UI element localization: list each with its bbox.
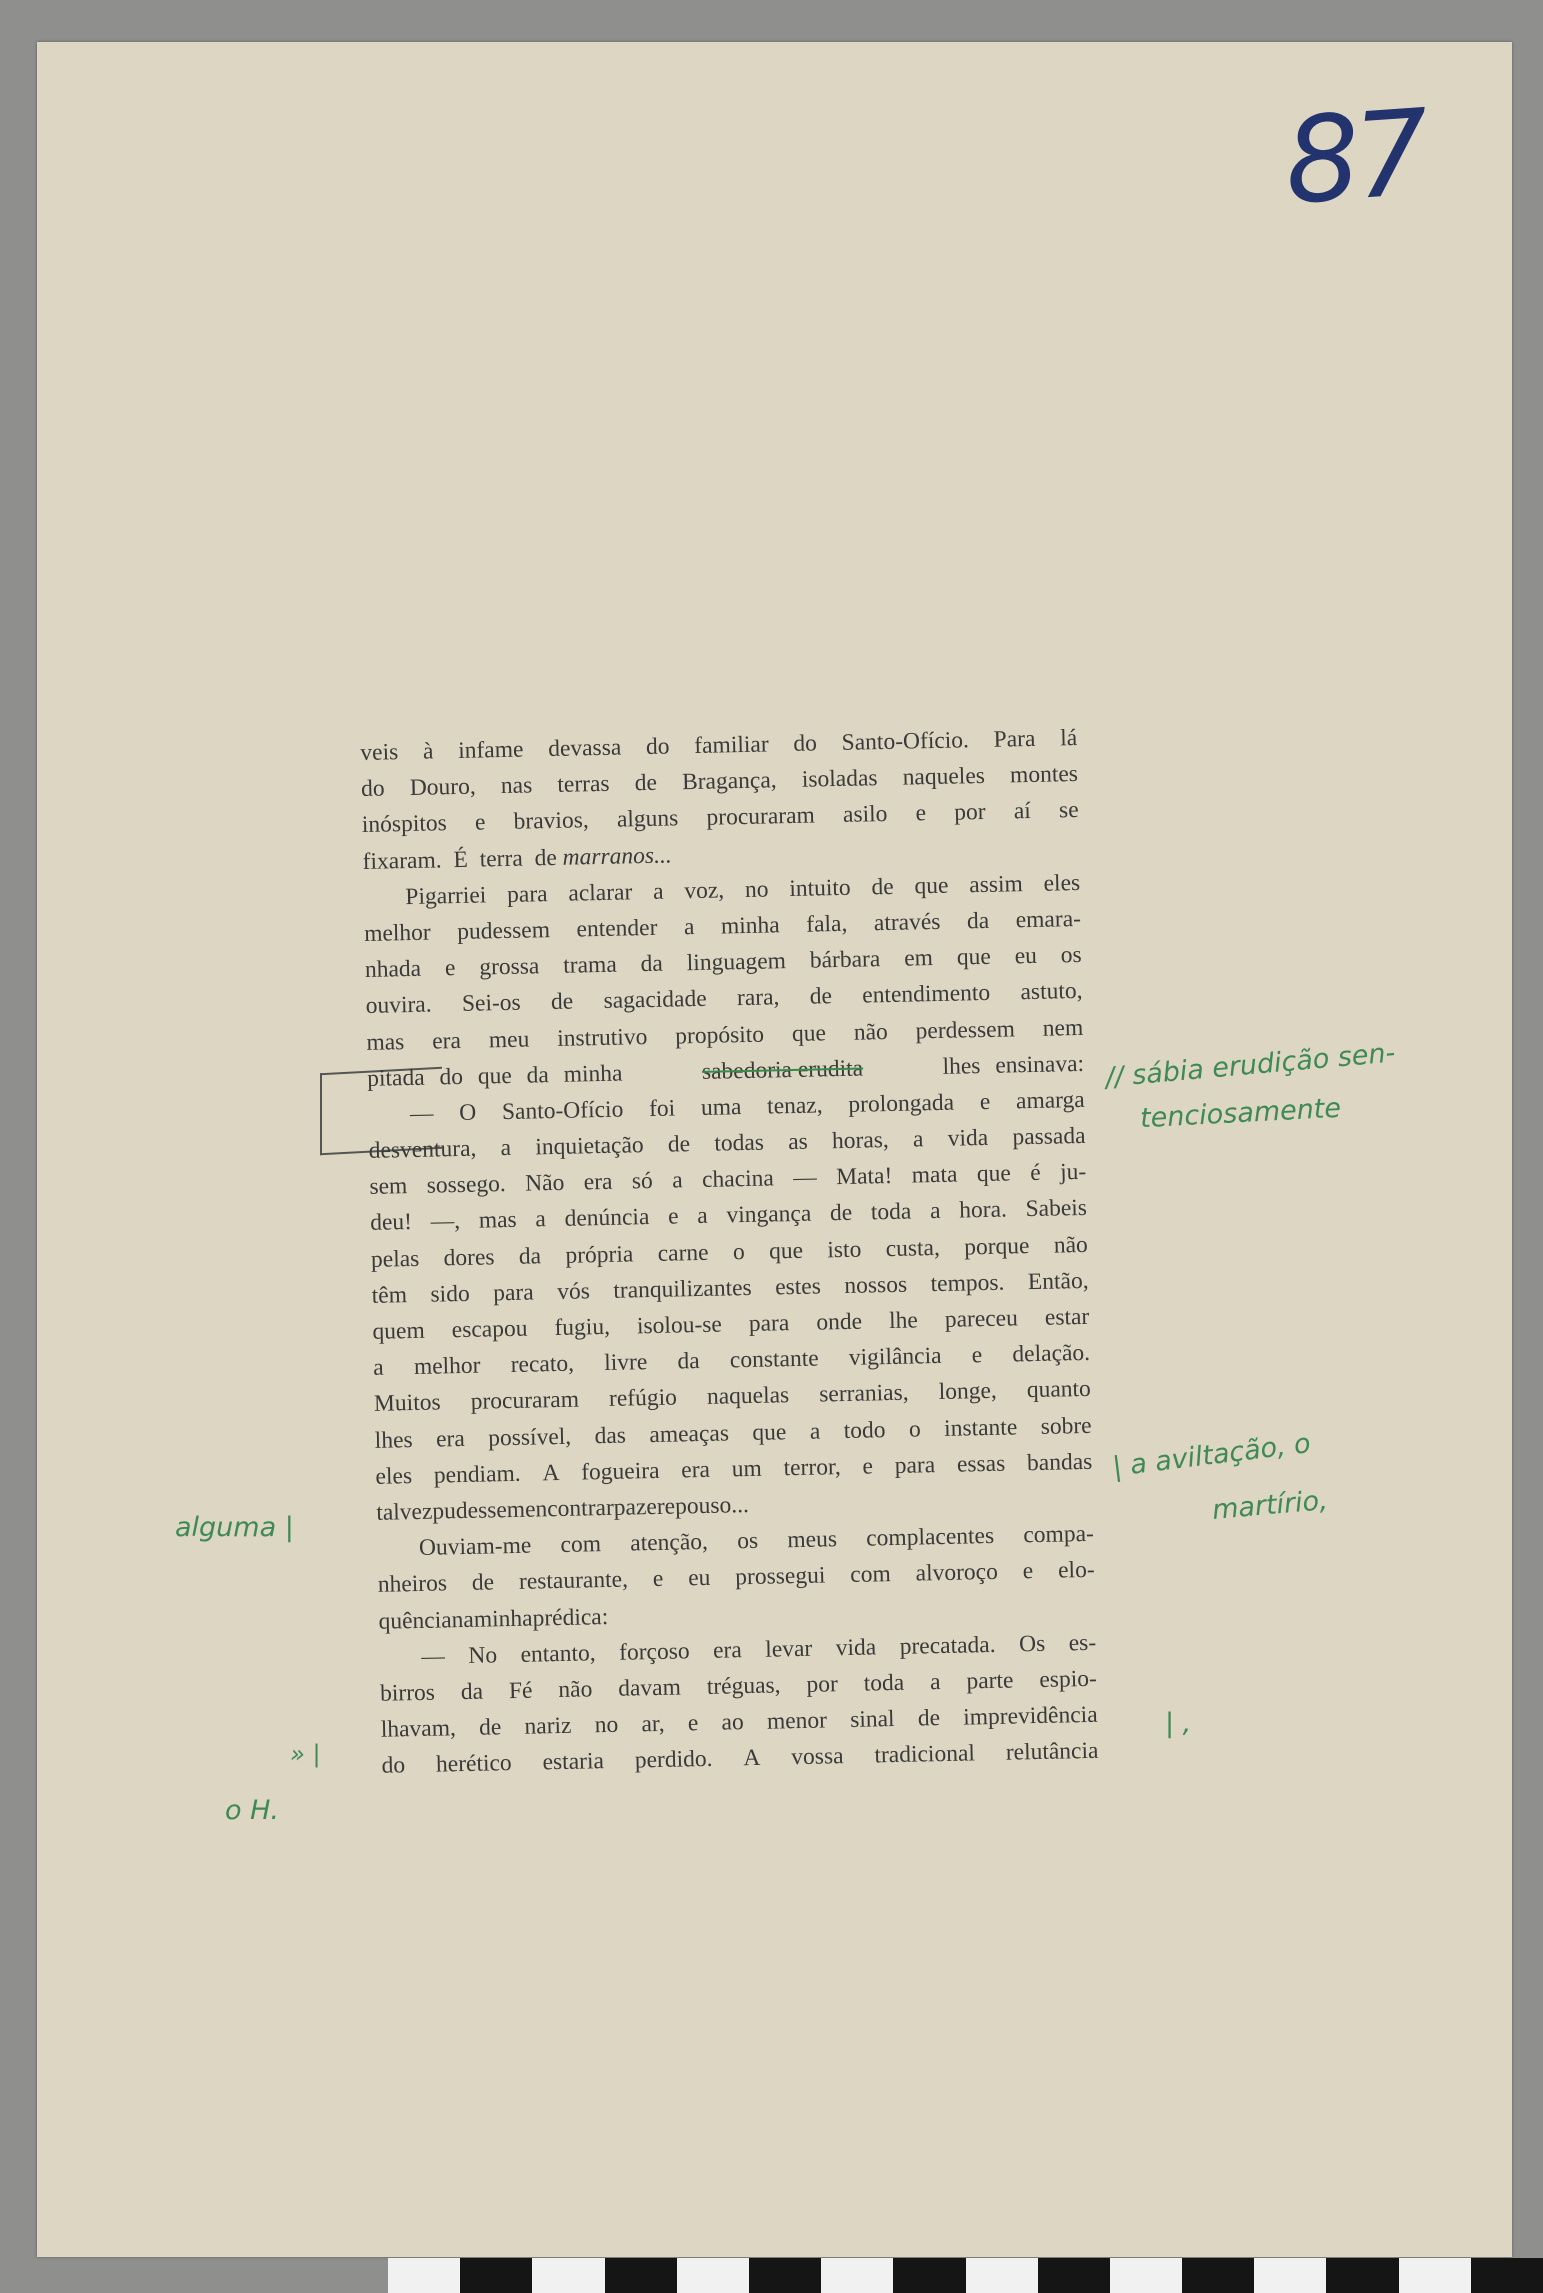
word: desventura, — [368, 1135, 477, 1164]
word: pitada — [366, 1064, 425, 1092]
word: aí — [1013, 798, 1032, 825]
word: atenção, — [630, 1529, 709, 1557]
word: lhes — [374, 1426, 413, 1454]
word: estaria — [542, 1748, 605, 1776]
word: fala, — [805, 910, 848, 938]
word: propósito — [674, 1021, 765, 1049]
word: da — [640, 950, 664, 978]
word: perdido. — [634, 1746, 713, 1774]
word: sinal — [849, 1706, 895, 1734]
word: prolongada — [848, 1089, 955, 1118]
word: e — [652, 1566, 664, 1593]
word: da — [966, 907, 990, 935]
word: foi — [648, 1095, 676, 1122]
word: Para — [993, 725, 1036, 753]
word: era — [712, 1636, 743, 1664]
word: elo- — [1057, 1557, 1095, 1584]
word: com — [560, 1531, 602, 1559]
word: era — [583, 1169, 613, 1196]
word: vós — [556, 1278, 591, 1305]
word: procuraram — [706, 802, 816, 832]
word: melhor — [413, 1352, 481, 1381]
word: através — [873, 908, 941, 937]
word: à — [422, 738, 434, 765]
word: pudessem — [457, 917, 551, 945]
word: levar — [764, 1635, 813, 1663]
word: das — [594, 1422, 627, 1449]
word: sido — [430, 1280, 470, 1308]
word: era — [431, 1027, 462, 1055]
word: eles — [375, 1462, 413, 1490]
word: a — [372, 1354, 384, 1382]
word: asilo — [842, 801, 888, 829]
word: de — [667, 1131, 691, 1158]
word: pelas — [370, 1245, 420, 1273]
word: para — [894, 1451, 936, 1479]
word: perdessem — [915, 1015, 1016, 1044]
word: instrutivo — [556, 1023, 648, 1052]
word: deu! — [369, 1209, 413, 1237]
margin-note-aviltacao: | a aviltação, o — [1110, 1427, 1313, 1484]
word: do — [439, 1063, 464, 1091]
word: precatada. — [899, 1631, 996, 1660]
word: talvez — [376, 1498, 433, 1526]
word: Mata! — [835, 1163, 893, 1191]
margin-note-aviltacao-cont: martírio, — [1210, 1485, 1329, 1526]
word: e — [646, 1493, 658, 1521]
word: a — [912, 1126, 924, 1153]
word: ao — [721, 1709, 744, 1736]
word: e — [915, 800, 927, 827]
word: infame — [457, 736, 524, 764]
word: Sabeis — [1025, 1195, 1088, 1223]
margin-note-sabia-cont: tenciosamente — [1139, 1092, 1342, 1135]
word: tranquilizantes — [613, 1274, 752, 1304]
word: es- — [1068, 1629, 1097, 1657]
word: isoladas — [801, 765, 878, 793]
italic-word: marranos... — [562, 842, 672, 871]
word: emara- — [1015, 905, 1082, 934]
word: não — [1053, 1231, 1089, 1259]
word: minha — [473, 1605, 533, 1633]
word: vigilância — [848, 1343, 942, 1372]
word: escapou — [451, 1315, 528, 1344]
word: inquietação — [535, 1132, 644, 1161]
word: inóspitos — [361, 810, 448, 839]
word: e — [971, 1342, 983, 1369]
word: quanto — [1026, 1376, 1092, 1404]
word: delação. — [1012, 1340, 1091, 1368]
word: quem — [372, 1317, 425, 1345]
word: de — [829, 1200, 853, 1227]
word: fogueira — [580, 1457, 660, 1486]
word: entendimento — [861, 980, 991, 1009]
word: de — [478, 1714, 502, 1741]
word: amarga — [1015, 1086, 1085, 1115]
word: terror, — [783, 1453, 841, 1482]
word: sobre — [1040, 1412, 1092, 1440]
word: refúgio — [608, 1384, 678, 1413]
word: para — [492, 1279, 534, 1307]
word: em — [903, 945, 934, 972]
word: minha — [563, 1060, 623, 1088]
word: complacentes — [865, 1523, 995, 1552]
word: longe, — [938, 1378, 998, 1406]
word: no — [594, 1711, 619, 1739]
margin-note-sabia: // sábia erudição sen- — [1104, 1037, 1397, 1094]
word: pudessem — [432, 1496, 526, 1525]
word: prossegui — [735, 1562, 826, 1591]
word: davam — [617, 1674, 682, 1702]
word: Santo-Ofício — [501, 1096, 624, 1125]
word: de — [917, 1705, 941, 1732]
word: carne — [657, 1239, 709, 1267]
word: ameaças — [649, 1419, 730, 1448]
word: no — [744, 876, 769, 903]
word: voz, — [684, 877, 725, 904]
word: lhavam, — [380, 1715, 457, 1743]
word: vingança — [726, 1201, 812, 1229]
word: o — [908, 1415, 921, 1443]
word: todo — [843, 1416, 886, 1444]
word: do — [360, 775, 385, 803]
word: que — [752, 1418, 787, 1446]
word: é — [1029, 1160, 1041, 1187]
word: ju- — [1059, 1159, 1087, 1186]
word: de — [809, 983, 833, 1010]
word: hora. — [958, 1196, 1008, 1224]
word: e — [667, 1203, 679, 1231]
word: paz — [613, 1494, 647, 1521]
word: para — [506, 880, 548, 908]
word: da — [518, 1242, 542, 1270]
word: eles — [1043, 869, 1081, 897]
word: terras — [557, 770, 610, 799]
word: de — [534, 844, 558, 871]
word: da — [460, 1678, 484, 1705]
word: — — [792, 1164, 818, 1192]
word: prédica: — [532, 1603, 609, 1632]
word: — — [421, 1643, 446, 1670]
word: e — [862, 1453, 874, 1480]
word: A — [743, 1745, 761, 1772]
word: bandas — [1026, 1448, 1093, 1476]
word: tréguas, — [706, 1672, 781, 1700]
word: possível, — [487, 1423, 572, 1452]
word: lhe — [888, 1307, 919, 1335]
word: procuraram — [470, 1386, 580, 1416]
word: nariz — [524, 1712, 572, 1740]
word: naquelas — [706, 1382, 790, 1411]
word: a — [652, 878, 664, 905]
word: da — [677, 1348, 700, 1375]
word: livre — [603, 1349, 648, 1377]
margin-note-left-small: » | — [290, 1740, 321, 1768]
word: veis — [360, 739, 399, 766]
word: restaurante, — [518, 1566, 629, 1596]
word: a — [929, 1668, 941, 1696]
word: Pigarriei — [405, 882, 487, 910]
word: linguagem — [686, 948, 787, 977]
word: e — [979, 1088, 991, 1115]
word: repouso... — [656, 1491, 750, 1520]
word: assim — [968, 870, 1024, 899]
word: instante — [943, 1413, 1018, 1442]
word: —, — [430, 1208, 461, 1236]
word: a — [929, 1198, 941, 1225]
margin-note-alguma: alguma | — [175, 1512, 294, 1543]
word: nhada — [364, 955, 422, 984]
word: a — [809, 1418, 821, 1445]
word: chacina — [701, 1165, 775, 1194]
word: horas, — [831, 1127, 890, 1155]
word: encontrar — [524, 1494, 615, 1523]
word: para — [748, 1310, 790, 1337]
word: que — [768, 1237, 804, 1265]
struck-words: sabedoria erudita — [701, 1055, 864, 1085]
word: todas — [714, 1129, 765, 1157]
line-words — [942, 1046, 1084, 1085]
word: não — [558, 1676, 593, 1703]
word: serranias, — [818, 1380, 909, 1408]
word: e — [1022, 1558, 1034, 1585]
word: Douro, — [409, 773, 476, 802]
word: e — [474, 809, 486, 836]
word: do — [793, 730, 818, 757]
word: montes — [1009, 761, 1079, 789]
word: herético — [435, 1750, 512, 1778]
word: de — [634, 769, 658, 797]
word: do — [381, 1752, 406, 1780]
word: intuito — [789, 874, 851, 902]
word: aclarar — [568, 879, 633, 907]
word: nem — [1042, 1014, 1084, 1042]
word: Bragança, — [681, 767, 777, 796]
word: que — [477, 1062, 513, 1090]
word: mas — [478, 1207, 517, 1235]
word: denúncia — [564, 1204, 650, 1233]
word: ar, — [641, 1710, 665, 1738]
word: ensinava: — [995, 1050, 1085, 1079]
word: que — [956, 943, 992, 971]
word: dores — [443, 1243, 495, 1271]
word: custa, — [885, 1234, 941, 1262]
word: Então, — [1027, 1267, 1089, 1295]
word: própria — [565, 1241, 634, 1269]
word: a — [500, 1134, 512, 1162]
word: os — [736, 1527, 759, 1555]
word: não — [853, 1018, 888, 1046]
word: No — [468, 1642, 498, 1669]
word: o — [732, 1238, 745, 1265]
word: uma — [700, 1093, 742, 1121]
word: recato, — [510, 1350, 575, 1379]
word: sossego. — [426, 1171, 507, 1199]
word: era — [435, 1425, 466, 1453]
word: têm — [371, 1281, 408, 1309]
word: espio- — [1039, 1665, 1098, 1693]
word: imprevidência — [962, 1701, 1098, 1731]
word: tempos. — [930, 1269, 1005, 1297]
word: ouvira. — [365, 991, 432, 1020]
word: da — [526, 1061, 550, 1089]
word: fugiu, — [554, 1313, 611, 1342]
word: de — [871, 873, 894, 901]
word: essas — [956, 1450, 1006, 1478]
word: menor — [766, 1707, 828, 1735]
word: que — [976, 1160, 1012, 1188]
word: quência — [378, 1606, 452, 1635]
word: forçoso — [618, 1637, 690, 1666]
word: lhes — [942, 1052, 981, 1080]
word: por — [954, 799, 986, 826]
word: constante — [729, 1345, 819, 1374]
word: era — [681, 1456, 711, 1484]
word: pendiam. — [433, 1460, 521, 1489]
word: entanto, — [520, 1639, 596, 1668]
word: rara, — [736, 984, 780, 1012]
word: mata — [911, 1161, 958, 1189]
word: familiar — [694, 731, 769, 759]
word: na — [451, 1606, 475, 1633]
word: com — [849, 1561, 891, 1589]
word: vossa — [791, 1743, 844, 1771]
word: parte — [966, 1667, 1014, 1695]
word: eu — [687, 1565, 711, 1592]
word: meus — [787, 1526, 838, 1554]
body-text — [360, 720, 1099, 1784]
word: Os — [1018, 1630, 1046, 1658]
line-words — [362, 839, 557, 879]
word: grossa — [479, 953, 540, 981]
word: lá — [1059, 724, 1078, 752]
word: isolou-se — [636, 1311, 723, 1340]
word: eu — [1014, 943, 1038, 970]
word: os — [1060, 942, 1082, 969]
word: vida — [947, 1124, 989, 1152]
word: Ouviam-me — [418, 1532, 532, 1562]
word: sem — [369, 1173, 408, 1201]
word: alvoroço — [915, 1559, 999, 1587]
word: Não — [524, 1170, 565, 1197]
scale-ruler — [388, 2258, 1543, 2293]
word: tradicional — [874, 1740, 976, 1769]
word: que — [914, 872, 949, 900]
word: passada — [1012, 1122, 1086, 1151]
word: O — [458, 1099, 477, 1126]
line-words — [367, 1055, 623, 1097]
word: onde — [816, 1308, 863, 1336]
word: nheiros — [377, 1570, 448, 1599]
word: as — [787, 1128, 809, 1156]
word: bravios, — [513, 807, 589, 836]
word: porque — [963, 1232, 1030, 1261]
word: e — [444, 955, 456, 982]
word: do — [645, 733, 670, 761]
word: terra — [479, 845, 523, 873]
word: estar — [1044, 1303, 1090, 1331]
word: estes — [774, 1273, 822, 1301]
margin-note-oh: o H. — [225, 1795, 279, 1826]
word: só — [631, 1168, 654, 1195]
word: compa- — [1023, 1520, 1095, 1549]
margin-note-right-bottom: | , — [1165, 1708, 1192, 1739]
word: bárbara — [809, 946, 881, 974]
page-number: 87 — [1280, 83, 1428, 231]
word: isto — [827, 1236, 862, 1263]
word: nas — [500, 772, 533, 800]
word: um — [731, 1455, 763, 1483]
word: fixaram. — [362, 846, 442, 875]
word: toda — [870, 1198, 912, 1226]
word: Fé — [508, 1677, 533, 1704]
word: Santo-Ofício. — [841, 727, 970, 756]
word: melhor — [363, 919, 432, 947]
word: vida — [835, 1634, 877, 1661]
word: devassa — [547, 734, 622, 763]
word: Muitos — [373, 1389, 441, 1418]
word: sagacidade — [603, 986, 707, 1015]
word: mas — [366, 1028, 405, 1056]
word: a — [696, 1203, 708, 1230]
word: se — [1058, 797, 1079, 824]
word: de — [471, 1569, 495, 1597]
word: astuto, — [1020, 978, 1083, 1006]
word: Sei-os — [461, 990, 521, 1018]
word: por — [806, 1671, 839, 1698]
word: entender — [576, 914, 658, 943]
word: e — [687, 1710, 699, 1737]
word: que — [791, 1019, 827, 1047]
word: alguns — [616, 805, 679, 834]
word: nossos — [844, 1271, 908, 1299]
word: birros — [379, 1679, 436, 1707]
word: pareceu — [944, 1305, 1019, 1333]
word: trama — [562, 951, 618, 979]
word: a — [683, 913, 695, 941]
word: É — [453, 846, 469, 873]
word: tenaz, — [766, 1092, 823, 1120]
word: — — [409, 1100, 434, 1127]
word: meu — [488, 1026, 530, 1053]
word: relutância — [1005, 1738, 1099, 1766]
word: a — [535, 1206, 547, 1233]
word: naqueles — [902, 763, 986, 791]
word: a — [671, 1167, 683, 1194]
word: minha — [720, 912, 780, 940]
word: toda — [863, 1669, 905, 1697]
word: A — [542, 1459, 560, 1487]
word: de — [550, 988, 574, 1016]
